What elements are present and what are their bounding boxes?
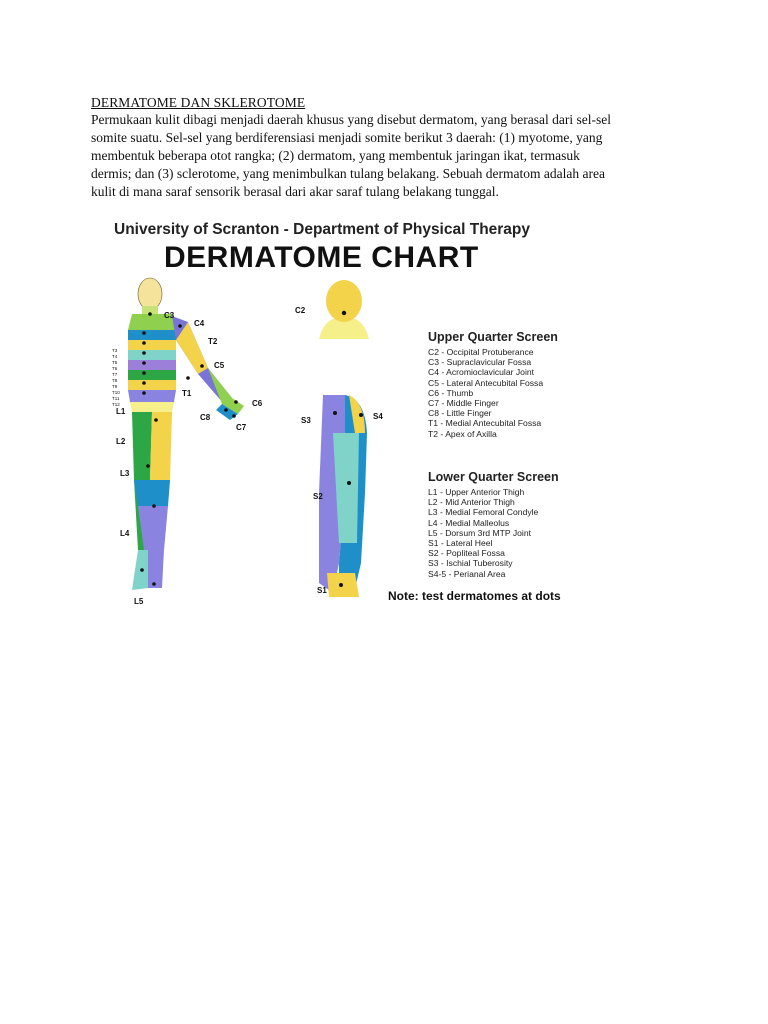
label-l2: L2 [116,437,126,446]
label-c2: C2 [295,306,306,315]
legend-item: L3 - Medial Femoral Condyle [428,507,539,518]
figure-header: University of Scranton - Department of Physical Therapy [114,221,531,238]
label-t2: T2 [208,337,218,346]
label-l3: L3 [120,469,130,478]
label-t8: T8 [112,378,118,383]
legend-item: S4-5 - Perianal Area [428,568,506,579]
upper-quarter-legend [428,330,558,439]
label-t12: T12 [112,402,120,407]
legend-item: C3 - Supraclavicular Fossa [428,357,532,368]
label-t6: T6 [112,366,118,371]
label-t3: T3 [112,348,118,353]
label-s1: S1 [317,586,327,595]
paragraph-line: membentuk beberapa otot rangka; (2) dermatom, yang membentuk jaringan ikat, termasuk [91,148,580,163]
lower-quarter-heading: Lower Quarter Screen [428,470,559,484]
figure-note: Note: test dermatomes at dots [388,589,561,603]
legend-item: S1 - Lateral Heel [428,538,493,549]
label-l5: L5 [134,597,144,606]
label-t1: T1 [182,389,192,398]
legend-item: L5 - Dorsum 3rd MTP Joint [428,527,531,538]
document-title: DERMATOME DAN SKLEROTOME [91,95,306,110]
paragraph-line: somite suatu. Sel-sel yang berdiferensiasi menjadi somite berikut 3 daerah: (1) myotome, yang [91,130,603,145]
label-s2: S2 [313,492,323,501]
label-t4: T4 [112,354,118,359]
document-paragraph [91,111,671,201]
upper-quarter-heading: Upper Quarter Screen [428,330,558,344]
legend-item: L2 - Mid Anterior Thigh [428,497,515,508]
label-t10: T10 [112,390,120,395]
lower-quarter-legend [428,470,559,579]
paragraph-line: dermis; dan (3) sclerotome, yang menimbulkan tulang belakang. Sebuah dermatom adalah area [91,166,605,181]
legend-item: T1 - Medial Antecubital Fossa [428,418,542,429]
legend-item: C4 - Acromioclavicular Joint [428,367,535,378]
label-t9: T9 [112,384,118,389]
label-c7: C7 [236,423,247,432]
legend-item: C8 - Little Finger [428,408,492,419]
label-l4: L4 [120,529,130,538]
label-s3: S3 [301,416,311,425]
label-c4: C4 [194,319,205,328]
legend-item: C6 - Thumb [428,387,474,398]
legend-item: T2 - Apex of Axilla [428,428,497,439]
head-back-illustration [289,279,399,339]
legend-item: L4 - Medial Malleolus [428,517,510,528]
label-l1: L1 [116,407,126,416]
legend-item: S2 - Popliteal Fossa [428,548,505,559]
dermatome-chart-figure [104,215,594,615]
label-c3: C3 [164,311,175,320]
label-t11: T11 [112,396,120,401]
label-t7: T7 [112,372,118,377]
legend-item: L1 - Upper Anterior Thigh [428,487,525,497]
legend-item: C5 - Lateral Antecubital Fossa [428,377,544,388]
label-c8: C8 [200,413,211,422]
legend-item: C7 - Middle Finger [428,398,499,409]
leg-back-illustration [289,393,399,603]
label-t5: T5 [112,360,118,365]
body-front-illustration [104,270,274,610]
label-c5: C5 [214,361,225,370]
figure-title: DERMATOME CHART [164,241,479,274]
label-s4: S4 [373,412,383,421]
label-c6: C6 [252,399,263,408]
legend-item: S3 - Ischial Tuberosity [428,558,513,569]
paragraph-line: Permukaan kulit dibagi menjadi daerah khusus yang disebut dermatom, yang berasal dari sel-sel [91,112,611,127]
paragraph-line: kulit di mana saraf sensorik berasal dari akar saraf tulang belakang tunggal. [91,184,499,199]
legend-item: C2 - Occipital Protuberance [428,347,534,357]
